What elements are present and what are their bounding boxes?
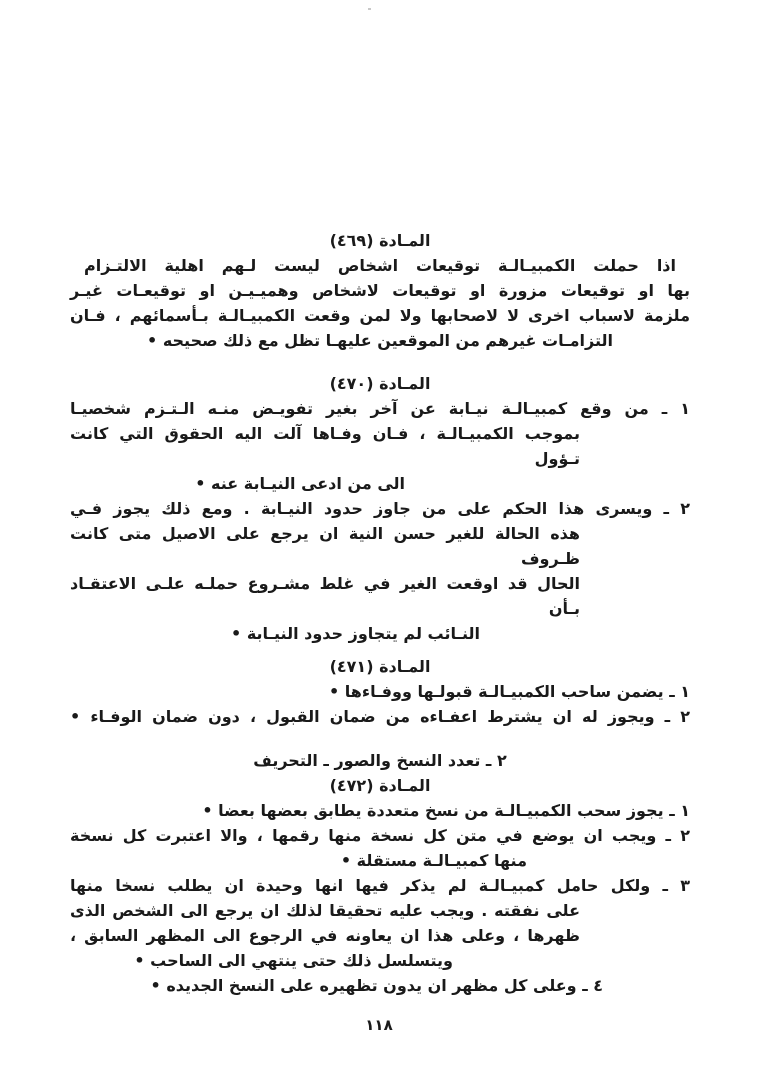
article-block (70, 654, 690, 729)
text-line: ١ ـ يجوز سحب الكمبيـالـة من نسخ متعددة يطابق بعضها بعضا • (202, 801, 690, 820)
text-line: الى من ادعى النيـابة عنه • (195, 474, 405, 493)
text-line: ١ ـ يضمن ساحب الكمبيـالـة قبولـها ووفـاءها • (328, 682, 690, 701)
article-block (70, 773, 690, 998)
document-content (70, 228, 690, 998)
text-line: اذا حملت الكمبيـالـة توقيعات اشخاص ليست لـهم اهلية الالتـزام (84, 256, 676, 275)
scan-artifact-dot (368, 8, 371, 10)
text-line: النـائب لم يتجاوز حدود النيـابة • (231, 624, 480, 643)
text-line: ٢ ـ ويسرى هذا الحكم على من جاوز حدود النيـابة . ومع ذلك يجوز فـي (70, 499, 690, 518)
text-line: منها كمبيـالـة مستقلة • (340, 851, 527, 870)
text-line: ٢ ـ ويجوز له ان يشترط اعفـاءه من ضمان القبول ، دون ضمان الوفـاء • (70, 707, 690, 726)
text-line: التزامـات غيرهم من الموقعين عليهـا تظل مع ذلك صحيحه • (147, 331, 613, 350)
page-number: ١١٨ (365, 1016, 393, 1034)
article-heading: المـادة (٤٧٠) (329, 374, 431, 393)
section-heading: ٢ ـ تعدد النسخ والصور ـ التحريف (253, 751, 507, 770)
text-line: ويتسلسل ذلك حتى ينتهي الى الساحب • (134, 951, 453, 970)
text-line: بموجب الكمبيـالـة ، فـان وفـاها آلت اليه الحقوق التي كانت تـؤول (70, 424, 580, 468)
article-heading: المـادة (٤٧٢) (329, 776, 431, 795)
text-line: ٢ ـ ويجب ان يوضع في متن كل نسخة منها رقمها ، والا اعتبرت كل نسخة (70, 826, 690, 845)
article-block (70, 228, 690, 353)
article-heading: المـادة (٤٦٩) (329, 231, 431, 250)
text-line: الحال قد اوقعت الغير في غلط مشـروع حملـه علـى الاعتقـاد بـأن (70, 574, 580, 618)
text-line: ١ ـ من وقع كمبيـالـة نيـابة عن آخر بغير تفويـض منـه الـتـزم شخصيـا (70, 399, 690, 418)
text-line: ٤ ـ وعلى كل مظهر ان يدون تظهيره على النسخ الجديده • (150, 976, 603, 995)
text-line: ملزمة لاسباب اخرى لا لاصحابها ولا لمن وقعت الكمبيـالـة بـأسمائهم ، فـان (70, 306, 690, 325)
text-line: ٣ ـ ولكل حامل كمبيـالـة لم يذكر فيها انها وحيدة ان يطلب نسخا منها (70, 876, 690, 895)
text-line: ظهرها ، وعلى هذا ان يعاونه في الرجوع الى المظهر السابق ، (70, 926, 580, 945)
text-line: هذه الحالة للغير حسن النية ان يرجع على الاصيل متى كانت ظـروف (70, 524, 580, 568)
article-heading: المـادة (٤٧١) (329, 657, 431, 676)
article-block (70, 371, 690, 646)
text-line: على نفقته . ويجب عليه تحقيقا لذلك ان يرجع الى الشخص الذى (70, 901, 580, 920)
text-line: بها او توقيعات مزورة او توقيعات لاشخاص وهميـيـن او توقيعـات غيـر (70, 281, 690, 300)
